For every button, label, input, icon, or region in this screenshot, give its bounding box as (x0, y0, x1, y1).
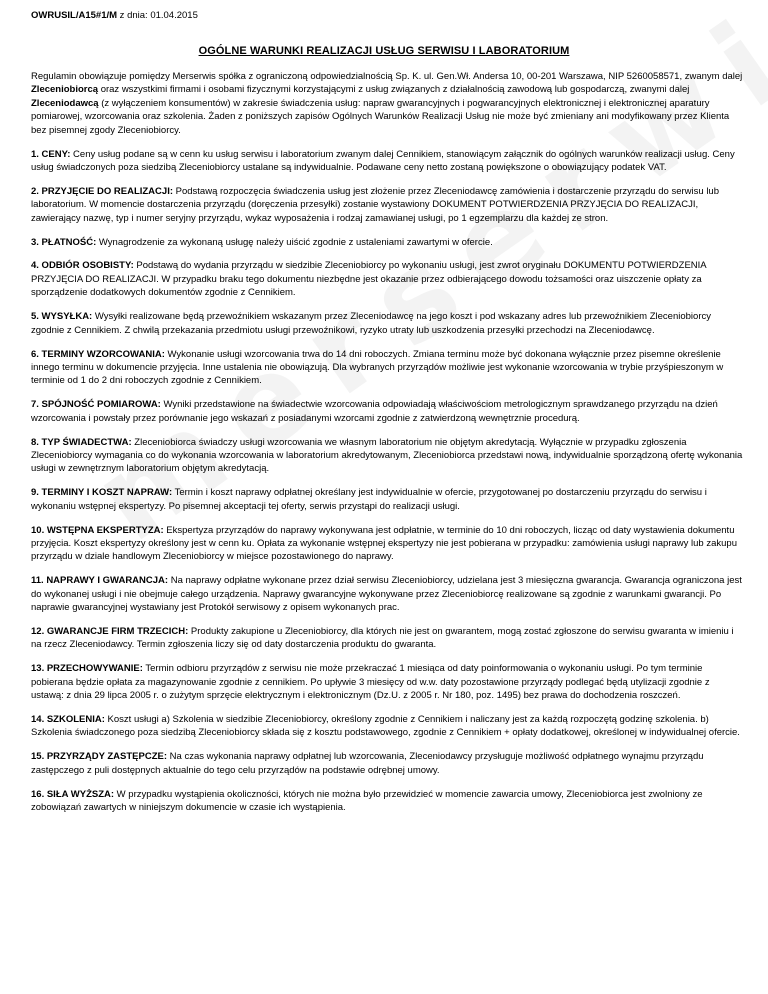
section-paragraph (31, 486, 743, 513)
section-text: Wynagrodzenie za wykonaną usługę należy uiścić zgodnie z ustaleniami zawartymi w ofercie. (96, 236, 493, 248)
section-heading: 9. TERMINY I KOSZT NAPRAW: (31, 487, 173, 499)
section-paragraph (31, 236, 743, 249)
section-heading: 8. TYP ŚWIADECTWA: (31, 436, 132, 448)
section-text: W przypadku wystąpienia okoliczności, których nie można było przewidzieć w momencie zawarcia umowy, Zleceniobiorca jest zwolniony ze zobowiązań zawartych w niniejszym dokumencie w czasie ich wystąpienia. (31, 788, 703, 814)
section-text: Termin i koszt naprawy odpłatnej określany jest indywidualnie w ofercie, przygotowanej po dostarczeniu przyrządu do serwisu i wykonaniu wstępnej ekspertyzy. Po pisemnej akceptacji tej oferty, serwis przystąpi do realizacji usługi. (31, 487, 707, 512)
section-heading: 11. NAPRAWY I GWARANCJA: (31, 575, 169, 587)
intro-text: (z wyłączeniem konsumentów) w zakresie świadczenia usług: napraw gwarancyjnych i pogwarancyjnych elektronicznej i elektronicznej aparatury pomiarowej, wzorcowania oraz szkolenia. Żaden z poniższych zapisów Ogólnych Warunków Realizacji Usług nie może być zmieniany ani modyfikowany przez Klienta bez pisemnej zgody Zleceniobiorcy. (31, 97, 730, 136)
section-heading: 16. SIŁA WYŻSZA: (31, 788, 115, 800)
section-paragraph (31, 259, 743, 299)
section-paragraph (31, 524, 743, 564)
section-text: Koszt usługi a) Szkolenia w siedzibie Zleceniobiorcy, określony zgodnie z Cennikiem i naliczany jest za każdą rozpoczętą godzinę szkolenia. b) Szkolenia świadczonego poza siedzibą Zleceniobiorcy składa się z kosztu podstawowego, zgodnie z Cennikiem + opłaty dodatkowej, określonej w indywidualnej ofercie. (31, 714, 740, 739)
intro-text: oraz wszystkimi firmami i osobami fizycznymi korzystającymi z usług związanych z działalnością zawodową lub gospodarczą, zwanymi dalej (98, 84, 690, 96)
section-text: Produkty zakupione u Zleceniobiorcy, dla których nie jest on gwarantem, mogą zostać zgłoszone do serwisu gwaranta w imieniu i na rzecz Zleceniodawcy. Termin zgłoszenia liczy się od daty dostarczenia produktu do gwaranta. (31, 626, 734, 651)
section-paragraph (31, 310, 743, 337)
section-paragraph (31, 574, 743, 614)
section-text: Wyniki przedstawione na świadectwie wzorcowania odpowiadają właściwościom metrologicznym sprawdzanego przyrządu na dzień wzorcowania i powstały przez porównanie jego wskazań z posiadanymi wzorcami zgodnie z zatwierdzoną wewnętrznie procedurą. (31, 399, 718, 424)
section-heading: 10. WSTĘPNA EKSPERTYZA: (31, 524, 164, 536)
section-heading: 13. PRZECHOWYWANIE: (31, 663, 143, 675)
section-text: Na naprawy odpłatne wykonane przez dział serwisu Zleceniobiorcy, udzielana jest 3 miesięczna gwarancja. Gwarancja ograniczona jest do wykonanej usługi i nie obejmuje całego urządzenia. Naprawy gwarancyjne wykonywane przez Zleceniobiorcę realizowane są zgodnie z warunkami gwarancji. Po naprawie gwarancyjnej wystawiany jest Protokół serwisowy z opisem wykonanych prac. (31, 575, 742, 614)
section-paragraph (31, 662, 743, 702)
section-heading: 7. SPÓJNOŚĆ POMIAROWA: (31, 399, 161, 411)
section-text: Podstawą do wydania przyrządu w siedzibie Zleceniobiorcy po wykonaniu usługi, jest zwrot oryginału DOKUMENTU POTWIERDZENIA PRZYJĘCIA DO REALIZACJI. W przypadku braku tego dokumentu niezbędne jest okazanie przez odbierającego dowodu tożsamości oraz uiszczenie opłaty za sporządzenie dodatkowych dokumentów zgodnie z Cennikiem. (31, 260, 707, 299)
section-paragraph (31, 148, 743, 175)
section-heading: 4. ODBIÓR OSOBISTY: (31, 260, 134, 272)
document-code: OWRUSIL/A15#1/M (31, 10, 118, 21)
section-paragraph (31, 185, 743, 225)
section-paragraph (31, 348, 743, 388)
section-text: Podstawą rozpoczęcia świadczenia usług jest złożenie przez Zleceniodawcę zamówienia i dostarczenie przyrządu do serwisu lub laboratorium. W momencie dostarczenia przyrządu (doręczenia przesyłki) zostanie wystawiony DOKUMENT POTWIERDZENIA PRZYJĘCIA DO REALIZACJI, zawierający nazwę, typ i numer seryjny przyrządu, wykaz wyposażenia i rodzaj zamawianej usługi, po 1 egzemplarzu dla każdej ze stron. (31, 185, 719, 224)
section-paragraph (31, 788, 743, 815)
intro-bold-term: Zleceniodawcą (31, 97, 99, 109)
intro-paragraph (31, 70, 743, 137)
section-heading: 1. CENY: (31, 148, 71, 160)
section-paragraph (31, 750, 743, 777)
document-date: z dnia: 01.04.2015 (117, 10, 198, 21)
section-heading: 14. SZKOLENIA: (31, 714, 105, 726)
section-heading: 5. WYSYŁKA: (31, 311, 93, 323)
document-header (31, 10, 198, 22)
section-paragraph (31, 625, 743, 652)
section-heading: 6. TERMINY WZORCOWANIA: (31, 348, 165, 360)
section-text: Na czas wykonania naprawy odpłatnej lub wzorcowania, Zleceniodawcy przysługuje możliwość odpłatnego wynajmu przyrządu zastępczego z puli dostępnych aktualnie do tego celu przyrządów na podstawie odrębnej umowy. (31, 751, 704, 776)
section-text: Zleceniobiorca świadczy usługi wzorcowania we własnym laboratorium nie objętym akredytacją. Wyłącznie w przypadku zgłoszenia Zleceniobiorcy wymagania co do wykonania wzorcowania w laboratorium akredytowanym, Zleceniobiorca przedstawi nową, indywidualnie sporządzoną ofertę wykonania usługi w zewnętrznym laboratorium objętym akredytacją. (31, 436, 743, 475)
section-paragraph (31, 398, 743, 425)
section-paragraph (31, 713, 743, 740)
intro-text: Regulamin obowiązuje pomiędzy Merserwis spółka z ograniczoną odpowiedzialnością Sp. K. ul. Gen.Wł. Andersa 10, 00-201 Warszawa, NIP 5260058571, zwanym dalej (31, 71, 743, 82)
section-text: Ekspertyza przyrządów do naprawy wykonywana jest odpłatnie, w terminie do 10 dni roboczych, licząc od daty wystawienia dokumentu przyjęcia. Koszt ekspertyzy określony jest w cenn ku. Opłata za wykonanie wstępnej ekspertyzy nie jest pobierana w przypadku: zamówienia usługi naprawy lub zakupu przyrządu w dziale handlowym Zleceniobiorcy w miejsce pozostawionego do naprawy. (31, 524, 737, 563)
document-body (31, 70, 743, 825)
section-text: Ceny usług podane są w cenn ku usług serwisu i laboratorium zwanym dalej Cennikiem, stanowiącym załącznik do ogólnych warunków realizacji usług. Ceny usług świadczonych poza siedzibą Zleceniobiorcy ustalane są indywidualnie. Podawane ceny netto zostaną powiększone o obowiązujący podatek VAT. (31, 148, 735, 173)
section-text: Termin odbioru przyrządów z serwisu nie może przekraczać 1 miesiąca od daty poinformowania o wykonaniu usługi. Po tym terminie pobierana będzie opłata za magazynowanie zgodnie z cennikiem. Po upływie 3 miesięcy od w.w. daty pozostawione przyrządy podlegać będą utylizacji zgodnie z ustawą: z dnia 29 lipca 2005 r. o zużytym sprzęcie elektrycznym i elektronicznym (Dz.U. z 2005 r. Nr 180, poz. 1495) bez prawa do dochodzenia roszczeń. (31, 663, 710, 702)
section-heading: 2. PRZYJĘCIE DO REALIZACJI: (31, 185, 173, 197)
section-paragraph (31, 436, 743, 476)
section-heading: 15. PRZYRZĄDY ZASTĘPCZE: (31, 751, 168, 763)
section-text: Wysyłki realizowane będą przewoźnikiem wskazanym przez Zleceniodawcę na jego koszt i pod wskazany adres lub przewoźnikiem Zleceniobiorcy zgodnie z Cennikiem. Z chwilą przekazania przedmiotu usługi przewoźnikowi, ryzyko utraty lub uszkodzenia przesyłki przechodzi na Zleceniodawcę. (31, 311, 711, 336)
section-heading: 3. PŁATNOŚĆ: (31, 236, 97, 248)
document-title: OGÓLNE WARUNKI REALIZACJI USŁUG SERWISU I LABORATORIUM (198, 45, 570, 57)
section-heading: 12. GWARANCJE FIRM TRZECICH: (31, 626, 189, 637)
section-text: Wykonanie usługi wzorcowania trwa do 14 dni roboczych. Zmiana terminu może być dokonana wyłącznie przez pisemne określenie innego terminu w dokumencie przyjęcia. Inne ustalenia nie obowiązują. Dla wybranych przyrządów możliwie jest wykonanie wzorcowania w trybie przyśpieszonym w terminie od 1 do 2 dni roboczych zgodnie z Cennikiem. (31, 348, 724, 387)
intro-bold-term: Zleceniobiorcą (31, 84, 99, 96)
